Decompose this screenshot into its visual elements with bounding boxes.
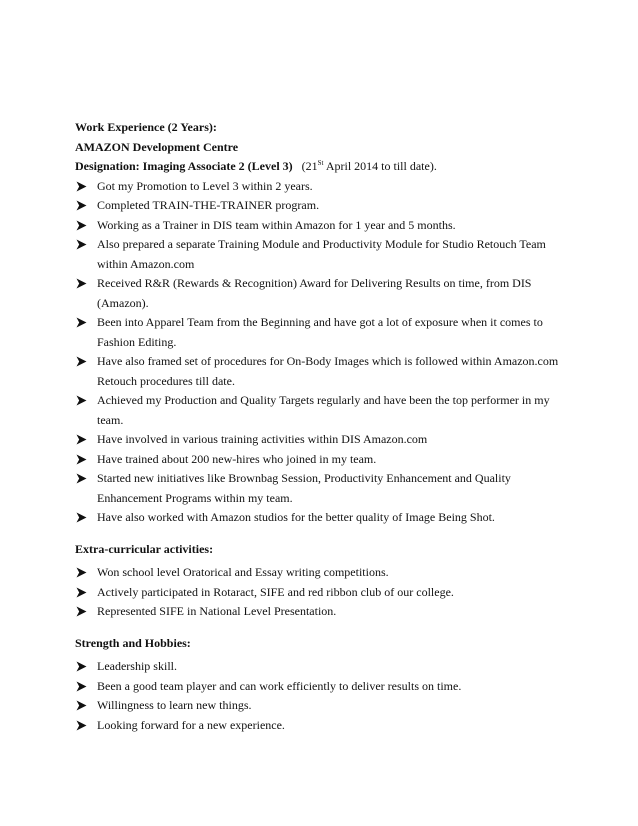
extra-curricular-heading: Extra-curricular activities:: [75, 541, 214, 556]
arrowhead-bullet-icon: [75, 391, 89, 410]
work-bullet-item: [75, 430, 575, 450]
work-bullet-item: [75, 469, 575, 508]
arrowhead-bullet-icon: [75, 696, 89, 715]
strength-hobbies-bullet-list: [75, 657, 575, 735]
work-bullet-list: [75, 177, 575, 528]
work-bullet-text: Also prepared a separate Training Module and Productivity Module for Studio Retouch Team within Amazon.com: [97, 237, 546, 271]
work-bullet-text: Have also worked with Amazon studios for the better quality of Image Being Shot.: [97, 510, 495, 524]
extra-curricular-bullet-item: [75, 563, 575, 583]
arrowhead-bullet-icon: [75, 235, 89, 254]
work-bullet-text: Received R&R (Rewards & Recognition) Award for Delivering Results on time, from DIS (Amazon).: [97, 276, 532, 310]
extra-curricular-bullet-list: [75, 563, 575, 622]
extra-curricular-bullet-text: Won school level Oratorical and Essay writing competitions.: [97, 565, 389, 579]
resume-content: [75, 118, 575, 735]
work-bullet-item: [75, 313, 575, 352]
arrowhead-bullet-icon: [75, 469, 89, 488]
work-bullet-item: [75, 177, 575, 197]
designation-label: Designation: Imaging Associate 2 (Level 3): [75, 159, 293, 173]
work-bullet-item: [75, 235, 575, 274]
arrowhead-bullet-icon: [75, 563, 89, 582]
work-bullet-text: Have also framed set of procedures for On-Body Images which is followed within Amazon.com Retouch procedures till date.: [97, 354, 559, 388]
work-bullet-text: Completed TRAIN-THE-TRAINER program.: [97, 198, 320, 212]
strength-hobbies-bullet-text: Been a good team player and can work efficiently to deliver results on time.: [97, 678, 462, 693]
company-name: AMAZON Development Centre: [75, 139, 239, 154]
work-bullet-text: Achieved my Production and Quality Targets regularly and have been the top performer in my team.: [97, 393, 550, 427]
arrowhead-bullet-icon: [75, 508, 89, 527]
strength-hobbies-heading: Strength and Hobbies:: [75, 635, 191, 650]
strength-hobbies-bullet-item: [75, 716, 575, 736]
work-bullet-text: Been into Apparel Team from the Beginning and have got a lot of exposure when it comes to Fashion Editing.: [97, 315, 543, 349]
arrowhead-bullet-icon: [75, 430, 89, 449]
work-bullet-item: [75, 216, 575, 236]
arrowhead-bullet-icon: [75, 583, 89, 602]
extra-curricular-bullet-item: [75, 583, 575, 603]
arrowhead-bullet-icon: [75, 216, 89, 235]
strength-hobbies-bullet-item: [75, 677, 575, 697]
work-bullet-item: [75, 196, 575, 216]
designation-date-rest: April 2014 to till date).: [323, 159, 437, 173]
work-bullet-text: Working as a Trainer in DIS team within Amazon for 1 year and 5 months.: [97, 217, 456, 232]
work-bullet-item: [75, 391, 575, 430]
arrowhead-bullet-icon: [75, 602, 89, 621]
arrowhead-bullet-icon: [75, 274, 89, 293]
arrowhead-bullet-icon: [75, 450, 89, 469]
arrowhead-bullet-icon: [75, 657, 89, 676]
work-bullet-item: [75, 508, 575, 528]
arrowhead-bullet-icon: [75, 196, 89, 215]
work-bullet-item: [75, 352, 575, 391]
work-bullet-item: [75, 450, 575, 470]
work-bullet-item: [75, 274, 575, 313]
extra-curricular-bullet-item: [75, 602, 575, 622]
arrowhead-bullet-icon: [75, 313, 89, 332]
arrowhead-bullet-icon: [75, 177, 89, 196]
designation-line: [75, 157, 575, 177]
extra-curricular-bullet-text: Represented SIFE in National Level Presentation.: [97, 604, 337, 618]
designation-date-sup: St: [317, 159, 324, 167]
work-experience-heading: Work Experience (2 Years):: [75, 120, 217, 134]
strength-hobbies-bullet-text: Willingness to learn new things.: [97, 698, 252, 712]
strength-hobbies-bullet-text: Leadership skill.: [97, 659, 177, 673]
strength-hobbies-bullet-text: Looking forward for a new experience.: [97, 717, 285, 732]
work-bullet-text: Have involved in various training activities within DIS Amazon.com: [97, 432, 428, 446]
arrowhead-bullet-icon: [75, 716, 89, 735]
strength-hobbies-bullet-item: [75, 657, 575, 677]
work-bullet-text: Have trained about 200 new-hires who joined in my team.: [97, 451, 377, 466]
designation-date: [302, 159, 437, 173]
strength-hobbies-bullet-item: [75, 696, 575, 716]
work-bullet-text: Started new initiatives like Brownbag Session, Productivity Enhancement and Quality Enhancement Programs within my team.: [97, 471, 511, 505]
arrowhead-bullet-icon: [75, 352, 89, 371]
work-bullet-text: Got my Promotion to Level 3 within 2 years.: [97, 178, 313, 193]
extra-curricular-bullet-text: Actively participated in Rotaract, SIFE and red ribbon club of our college.: [97, 584, 454, 599]
arrowhead-bullet-icon: [75, 677, 89, 696]
designation-date-open: (21: [301, 159, 318, 173]
